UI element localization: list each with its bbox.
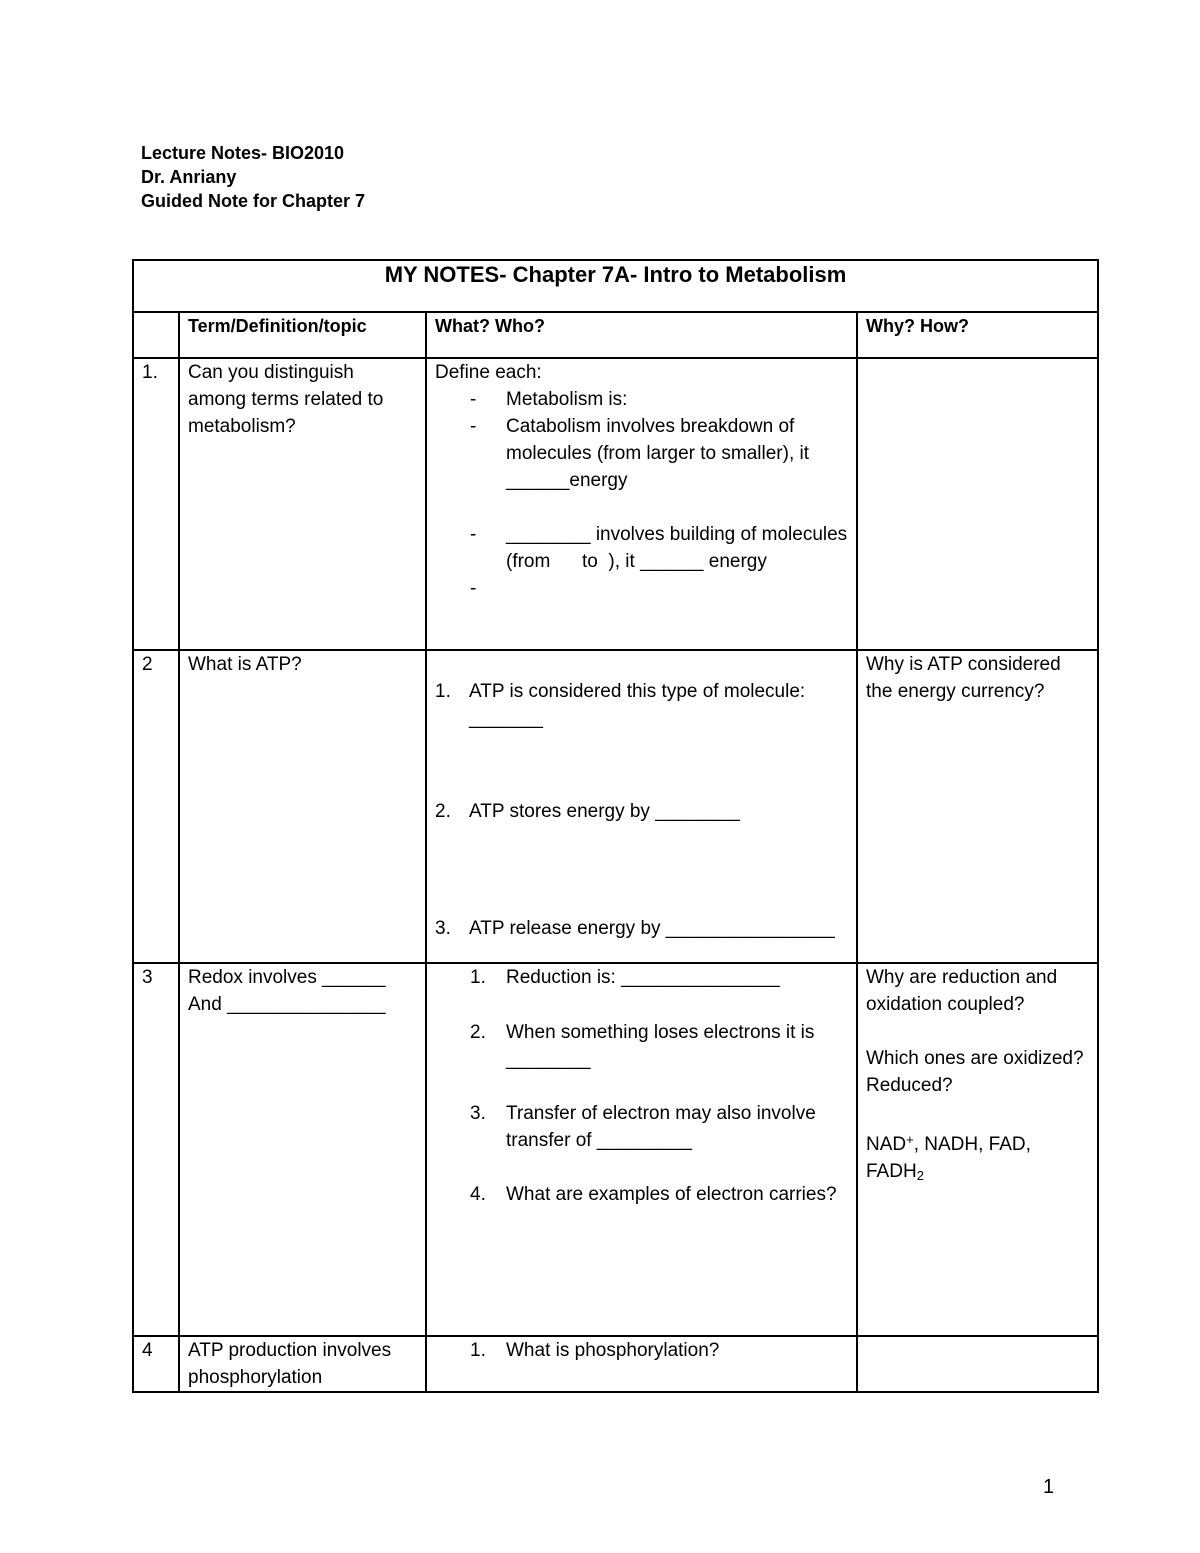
term-cell: ATP production involves phosphorylation: [179, 1336, 426, 1392]
what-cell: [426, 650, 857, 963]
list-item: 3. ATP release energy by ________________: [435, 918, 835, 939]
question-list: [435, 651, 848, 942]
table-row: [133, 650, 1098, 963]
table-row: [133, 963, 1098, 1336]
term-line: Redox involves ______: [188, 967, 386, 988]
term-cell: [179, 963, 426, 1336]
document-header: [141, 141, 365, 213]
note-subtitle: Guided Note for Chapter 7: [141, 191, 366, 211]
what-cell: [426, 1336, 857, 1392]
header-cell-what: What? Who?: [426, 312, 857, 358]
header-cell-term: Term/Definition/topic: [179, 312, 426, 358]
list-item: 1. Reduction is: _______________: [470, 967, 780, 988]
list-item: - Metabolism is:: [470, 389, 628, 410]
table-title: MY NOTES- Chapter 7A- Intro to Metabolism: [133, 260, 1098, 312]
list-item: 1. What is phosphorylation?: [470, 1340, 720, 1361]
question-list: [435, 1337, 848, 1364]
table-title-row: [133, 260, 1098, 312]
list-item: 1. ATP is considered this type of molecule: _______: [435, 681, 811, 729]
what-cell: [426, 358, 857, 650]
question-list: [435, 964, 848, 1208]
list-item: - ________ involves building of molecules (from to ), it ______ energy: [470, 524, 853, 572]
why-cell: Why is ATP considered the energy currency?: [857, 650, 1098, 963]
list-item: 2. ATP stores energy by ________: [435, 801, 740, 822]
instructor-name: Dr. Anriany: [141, 167, 237, 187]
list-item: 4. What are examples of electron carries?: [470, 1184, 837, 1205]
row-number: 4: [133, 1336, 179, 1392]
row-number: 3: [133, 963, 179, 1336]
term-cell: What is ATP?: [179, 650, 426, 963]
why-cell: [857, 358, 1098, 650]
table-row: [133, 358, 1098, 650]
row-number: 2: [133, 650, 179, 963]
what-cell: [426, 963, 857, 1336]
list-item: 3. Transfer of electron may also involve transfer of _________: [470, 1103, 822, 1151]
why-cell: [857, 1336, 1098, 1392]
why-question: Why are reduction and oxidation coupled?: [866, 967, 1058, 1015]
why-cell: [857, 963, 1098, 1336]
term-cell: Can you distinguish among terms related to metabolism?: [179, 358, 426, 650]
header-cell-why: Why? How?: [857, 312, 1098, 358]
page-number: 1: [1043, 1476, 1055, 1498]
list-item: 2. When something loses electrons it is ________: [470, 1022, 820, 1070]
why-question: Which ones are oxidized? Reduced?: [866, 1048, 1084, 1096]
what-intro: Define each:: [435, 362, 542, 383]
course-title: Lecture Notes- BIO2010: [141, 143, 345, 163]
list-item: - Catabolism involves breakdown of molecules (from larger to smaller), it ______energy: [470, 416, 810, 491]
table-row: [133, 1336, 1098, 1392]
electron-carriers: NAD+, NADH, FAD, $FADH_2$: [866, 1132, 1031, 1183]
row-number: 1.: [133, 358, 179, 650]
definition-list: - Metabolism is: - Catabolism involves breakdown of molecules (from larger to smaller), it ______energy - ________ involves building of molecules (from to ), it ______ energy -: [435, 386, 848, 575]
header-cell-number: [133, 312, 179, 358]
term-line: And _______________: [188, 994, 386, 1015]
notes-table: [132, 259, 1099, 1393]
table-header-row: [133, 312, 1098, 358]
